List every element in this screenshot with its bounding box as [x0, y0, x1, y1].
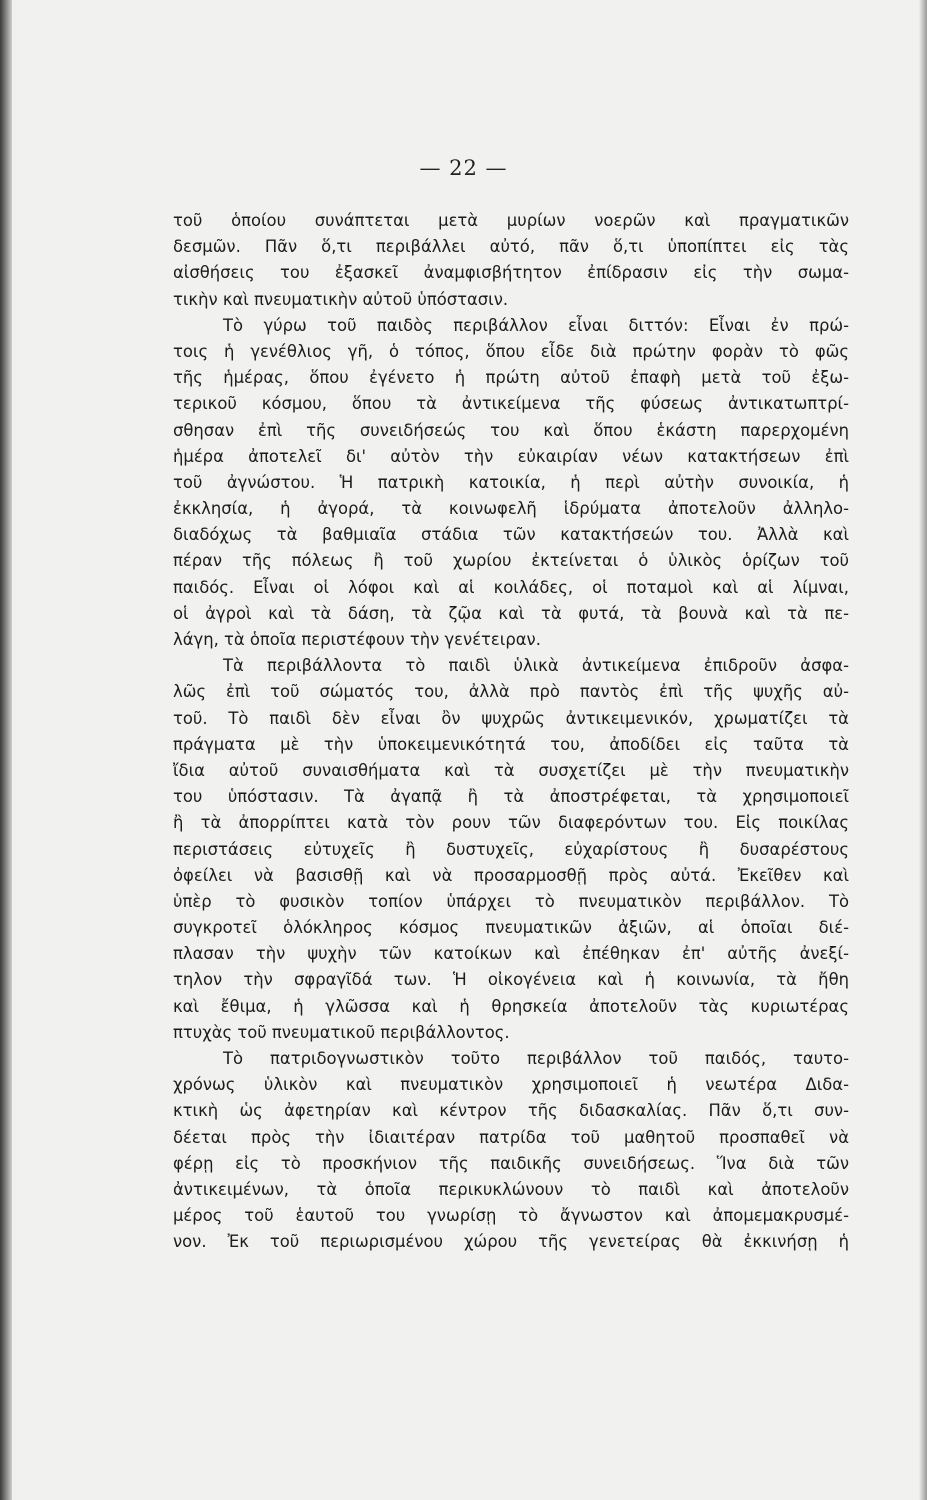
text-line: δέεται πρὸς τὴν ἰδιαιτέραν πατρίδα τοῦ μαθητοῦ προσπαθεῖ νὰ [173, 1127, 849, 1147]
text-line: δεσμῶν. Πᾶν ὅ,τι περιβάλλει αὐτό, πᾶν ὅ,τι ὑποπίπτει εἰς τὰς [173, 237, 849, 257]
text-line: τηλον τὴν σφραγῖδά των. Ἡ οἰκογένεια καὶ ἡ κοινωνία, τὰ ἤθη [173, 970, 849, 990]
paragraph-3 [173, 653, 849, 1046]
text-line: φέρῃ εἰς τὸ προσκήνιον τῆς παιδικῆς συνειδήσεως. Ἵνα διὰ τῶν [173, 1153, 849, 1173]
text-line: περιστάσεις εὐτυχεῖς ἢ δυστυχεῖς, εὐχαρίστους ἢ δυσαρέστους [173, 839, 849, 859]
text-line: ἡμέρα ἀποτελεῖ δι' αὐτὸν τὴν εὐκαιρίαν νέων κατακτήσεων ἐπὶ [173, 446, 849, 466]
text-line: τοῦ ἀγνώστου. Ἡ πατρικὴ κατοικία, ἡ περὶ αὐτὴν συνοικία, ἡ [173, 472, 849, 492]
text-line: διαδόχως τὰ βαθμιαῖα στάδια τῶν κατακτήσεών του. Ἀλλὰ καὶ [173, 525, 849, 545]
text-line: οἱ ἀγροὶ καὶ τὰ δάση, τὰ ζῷα καὶ τὰ φυτά, τὰ βουνὰ καὶ τὰ πε- [173, 603, 849, 623]
text-line: ἴδια αὐτοῦ συναισθήματα καὶ τὰ συσχετίζει μὲ τὴν πνευματικὴν [173, 760, 849, 780]
text-line: τοις ἡ γενέθλιος γῆ, ὁ τόπος, ὅπου εἶδε διὰ πρώτην φορὰν τὸ φῶς [173, 341, 849, 361]
paragraph-4 [173, 1046, 849, 1256]
text-line: τοῦ. Τὸ παιδὶ δὲν εἶναι ὂν ψυχρῶς ἀντικειμενικόν, χρωματίζει τὰ [173, 708, 849, 728]
text-line: τερικοῦ κόσμου, ὅπου τὰ ἀντικείμενα τῆς φύσεως ἀντικατωπτρί- [173, 394, 849, 414]
body-text [173, 208, 849, 1256]
text-line: ὑπὲρ τὸ φυσικὸν τοπίον ὑπάρχει τὸ πνευματικὸν περιβάλλον. Τὸ [173, 891, 849, 911]
paragraph-1 [173, 208, 849, 313]
text-line: πέραν τῆς πόλεως ἢ τοῦ χωρίου ἐκτείνεται ὁ ὑλικὸς ὁρίζων τοῦ [173, 551, 849, 571]
text-line: ἀντικειμένων, τὰ ὁποῖα περικυκλώνουν τὸ παιδὶ καὶ ἀποτελοῦν [173, 1179, 849, 1199]
text-line: πτυχὰς τοῦ πνευματικοῦ περιβάλλοντος. [173, 1022, 510, 1042]
paragraph-2 [173, 313, 849, 653]
text-line: λάγη, τὰ ὁποῖα περιστέφουν τὴν γενέτειραν. [173, 630, 541, 649]
scan-shadow-left [0, 0, 12, 1500]
text-line: ἢ τὰ ἀπορρίπτει κατὰ τὸν ρουν τῶν διαφερόντων του. Εἰς ποικίλας [173, 813, 849, 833]
text-line: παιδός. Εἶναι οἱ λόφοι καὶ αἱ κοιλάδες, οἱ ποταμοὶ καὶ αἱ λίμναι, [173, 577, 849, 597]
text-line: τοῦ ὁποίου συνάπτεται μετὰ μυρίων νοερῶν καὶ πραγματικῶν [173, 211, 849, 230]
text-line: σθησαν ἐπὶ τῆς συνειδήσεώς του καὶ ὅπου ἑκάστη παρερχομένη [173, 420, 849, 440]
text-line: Τὸ πατριδογνωστικὸν τοῦτο περιβάλλον τοῦ παιδός, ταυτο- [223, 1049, 849, 1068]
text-line: του ὑπόστασιν. Τὰ ἀγαπᾷ ἢ τὰ ἀποστρέφεται, τὰ χρησιμοποιεῖ [173, 787, 849, 807]
text-line: πράγματα μὲ τὴν ὑποκειμενικότητά του, ἀποδίδει εἰς ταῦτα τὰ [173, 734, 849, 754]
text-line: μέρος τοῦ ἑαυτοῦ του γνωρίσῃ τὸ ἄγνωστον καὶ ἀπομεμακρυσμέ- [173, 1206, 849, 1226]
text-line: συγκροτεῖ ὁλόκληρος κόσμος πνευματικῶν ἀξιῶν, αἱ ὁποῖαι διέ- [173, 918, 849, 938]
text-line: Τὸ γύρω τοῦ παιδὸς περιβάλλον εἶναι διττόν: Εἶναι ἐν πρώ- [223, 315, 849, 335]
text-line: κτικὴ ὡς ἀφετηρίαν καὶ κέντρον τῆς διδασκαλίας. Πᾶν ὅ,τι συν- [173, 1101, 849, 1121]
text-line: ἐκκλησία, ἡ ἀγορά, τὰ κοινωφελῆ ἱδρύματα ἀποτελοῦν ἀλληλο- [173, 499, 849, 519]
text-line: αἰσθήσεις του ἐξασκεῖ ἀναμφισβήτητον ἐπίδρασιν εἰς τὴν σωμα- [173, 263, 849, 283]
text-line: καὶ ἔθιμα, ἡ γλῶσσα καὶ ἡ θρησκεία ἀποτελοῦν τὰς κυριωτέρας [173, 996, 849, 1016]
text-line: Τὰ περιβάλλοντα τὸ παιδὶ ὑλικὰ ἀντικείμενα ἐπιδροῦν ἀσφα- [223, 656, 849, 676]
text-line: λῶς ἐπὶ τοῦ σώματός του, ἀλλὰ πρὸ παντὸς ἐπὶ τῆς ψυχῆς αὐ- [173, 682, 849, 702]
text-line: ὀφείλει νὰ βασισθῇ καὶ νὰ προσαρμοσθῇ πρὸς αὐτά. Ἐκεῖθεν καὶ [173, 865, 849, 885]
text-line: τικὴν καὶ πνευματικὴν αὐτοῦ ὑπόστασιν. [173, 289, 509, 309]
text-line: πλασαν τὴν ψυχὴν τῶν κατοίκων καὶ ἐπέθηκαν ἐπ' αὐτῆς ἀνεξί- [173, 944, 849, 964]
scan-shadow-right [919, 0, 927, 1500]
text-line: νον. Ἐκ τοῦ περιωρισμένου χώρου τῆς γενετείρας θὰ ἐκκινήσῃ ἡ [173, 1232, 849, 1252]
text-line: χρόνως ὑλικὸν καὶ πνευματικὸν χρησιμοποιεῖ ἡ νεωτέρα Διδα- [173, 1075, 849, 1095]
page-number: — 22 — [419, 156, 508, 180]
text-line: τῆς ἡμέρας, ὅπου ἐγένετο ἡ πρώτη αὐτοῦ ἐπαφὴ μετὰ τοῦ ἐξω- [173, 368, 849, 388]
